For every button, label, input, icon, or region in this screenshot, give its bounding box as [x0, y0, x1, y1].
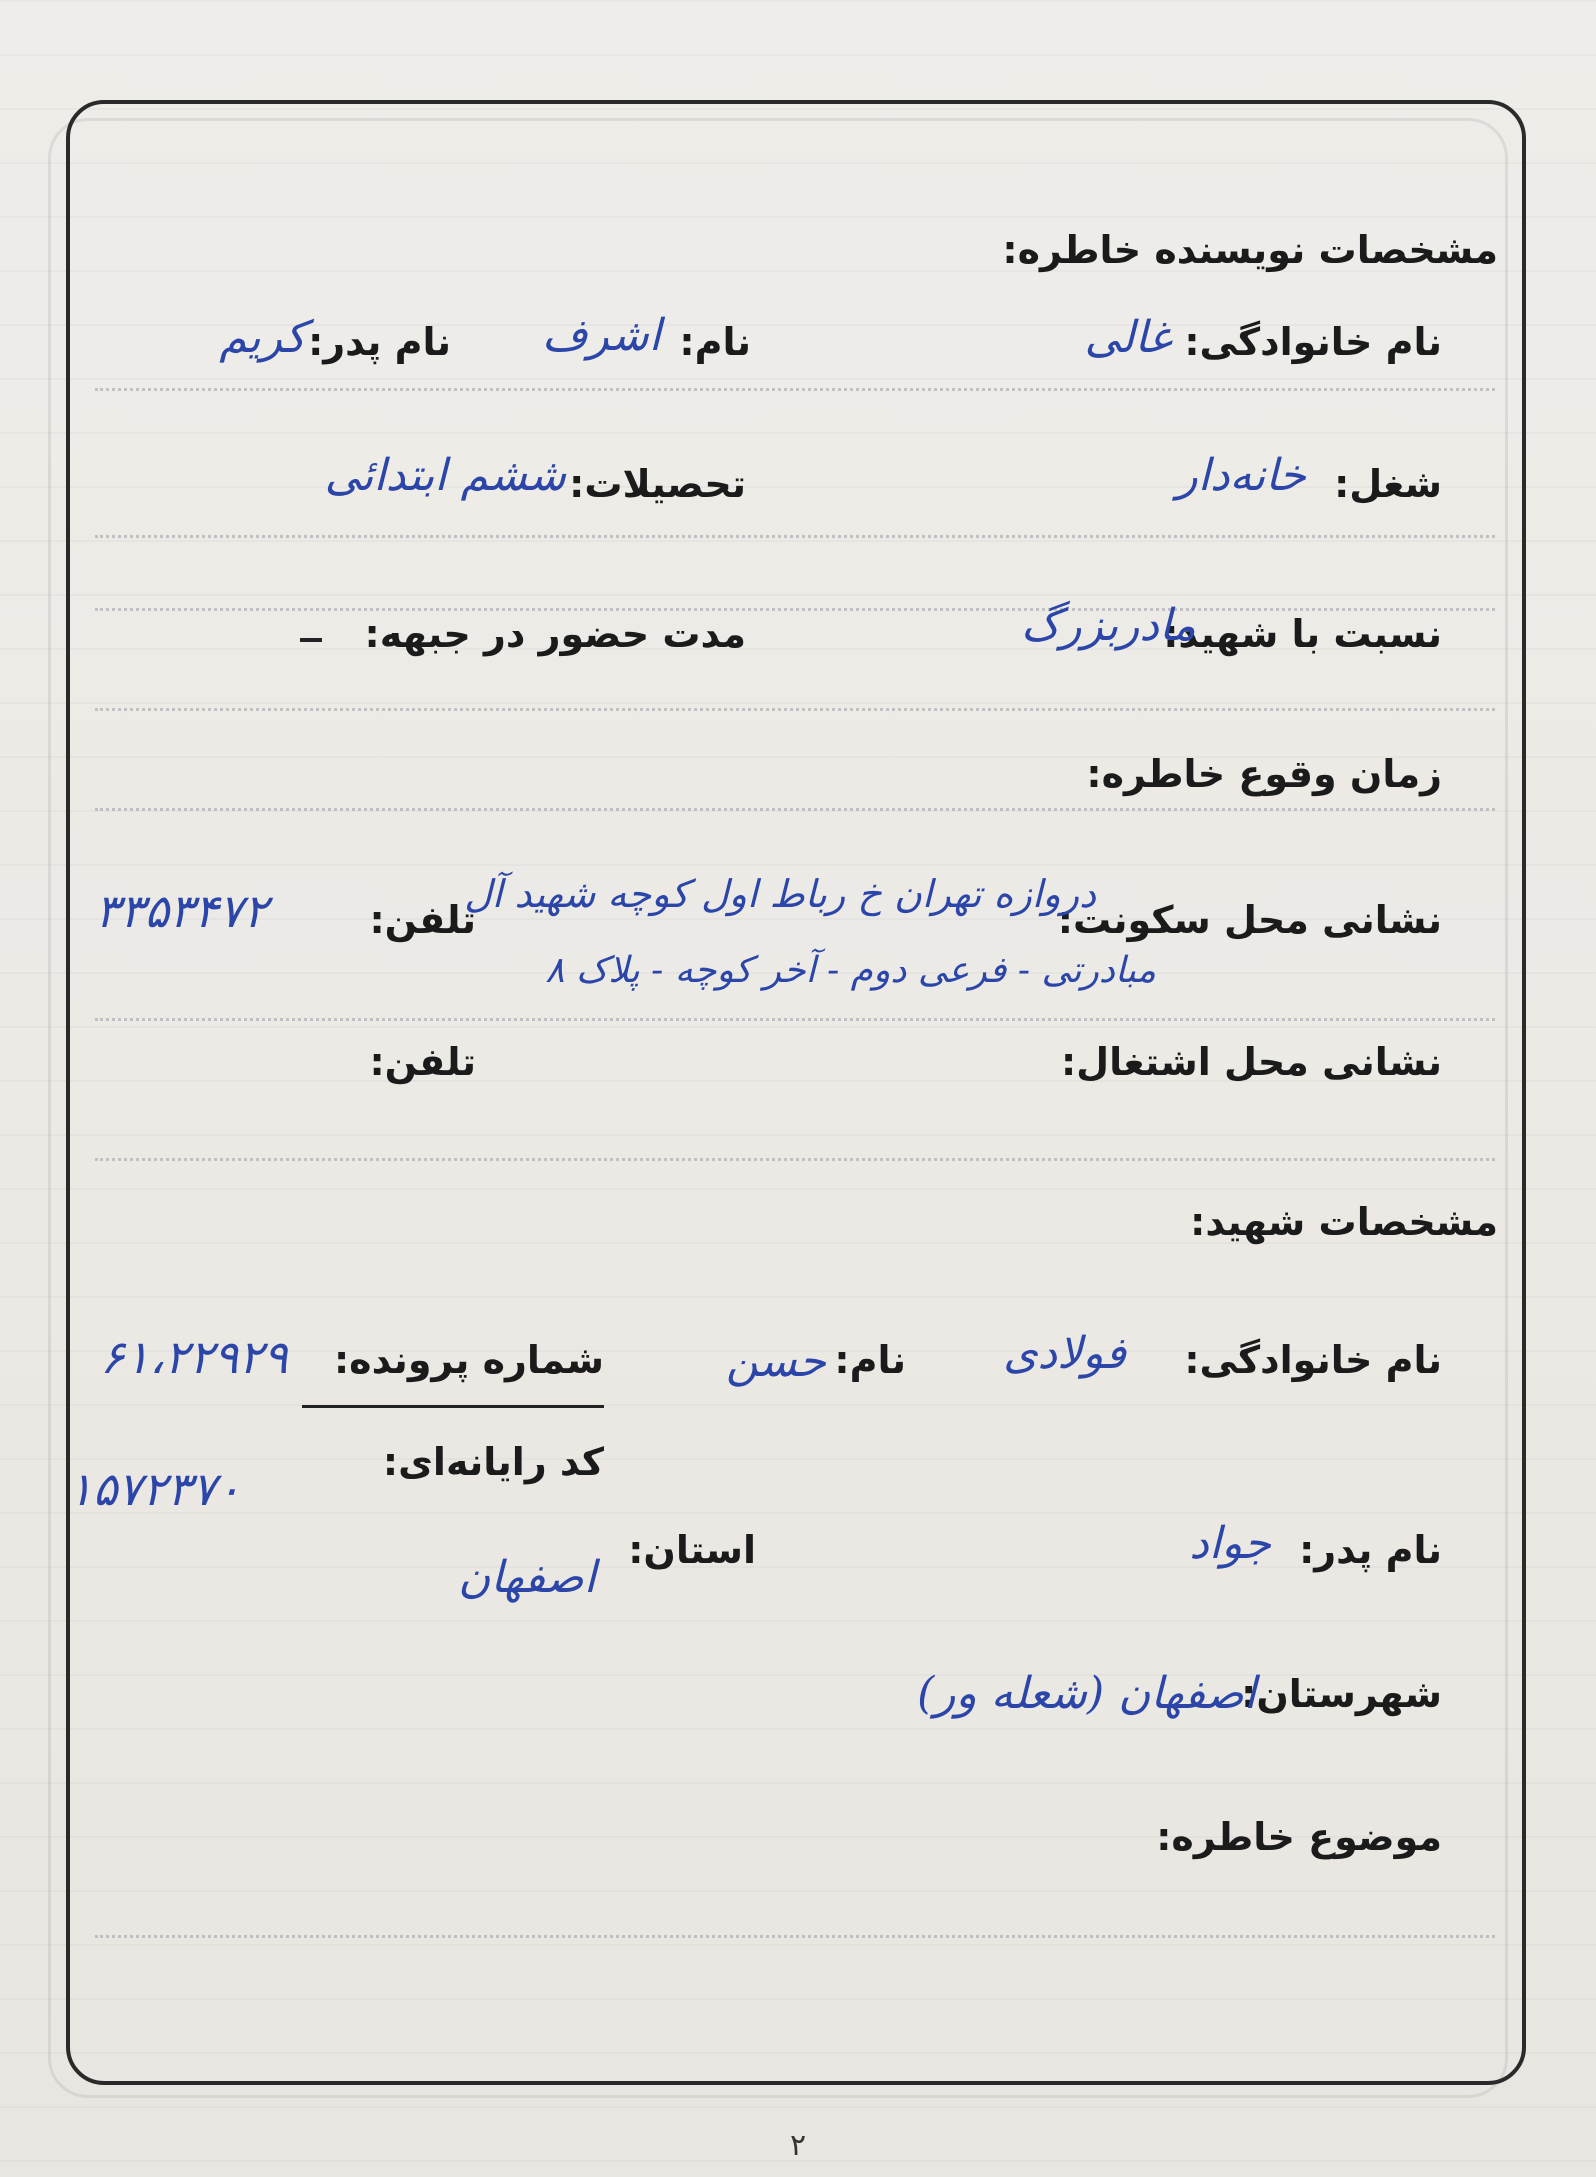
martyr-heading: مشخصات شهید: [1190, 1200, 1498, 1244]
file-number-underline [302, 1405, 604, 1408]
dotted-line [95, 608, 1495, 611]
front-duration-value [300, 638, 322, 642]
dotted-line [95, 708, 1495, 711]
file-number-label: شماره پرونده: [333, 1338, 604, 1382]
writer-first-name-label: نام: [679, 320, 751, 364]
martyr-first-name-value: حسن [726, 1336, 826, 1387]
martyr-father-name-label: نام پدر: [1299, 1528, 1442, 1572]
writer-relation-value: مادربزرگ [1021, 600, 1196, 651]
home-address-line1: دروازه تهران خ رباط اول کوچه شهید آل‌ [464, 872, 1096, 916]
home-phone-label: تلفن: [369, 898, 476, 942]
writer-job-label: شغل: [1334, 462, 1442, 506]
computer-code-value: ۱۵۷۲۳۷۰ [68, 1462, 241, 1516]
dotted-line [95, 535, 1495, 538]
home-phone-value: ۳۳۵۳۴۷۲ [95, 884, 268, 938]
martyr-family-name-label: نام خانوادگی: [1184, 1338, 1442, 1382]
writer-heading: مشخصات نویسنده خاطره: [1002, 228, 1498, 272]
dotted-line [95, 808, 1495, 811]
martyr-father-name-value: جواد [1189, 1518, 1271, 1569]
province-label: استان: [628, 1528, 756, 1572]
writer-father-name-label: نام پدر: [308, 320, 451, 364]
front-duration-label: مدت حضور در جبهه: [364, 612, 746, 656]
writer-father-name-value: کریم [219, 312, 306, 363]
martyr-family-name-value: فولادی [1003, 1328, 1126, 1379]
file-number-value: ۶۱،۲۲۹۲۹ [100, 1330, 288, 1384]
dotted-line [95, 388, 1495, 391]
martyr-first-name-label: نام: [834, 1338, 906, 1382]
writer-family-name-label: نام خانوادگی: [1184, 320, 1442, 364]
writer-first-name-value: اشرف [542, 310, 661, 361]
computer-code-label: کد رایانه‌ای: [382, 1440, 604, 1484]
province-value: اصفهان [458, 1552, 596, 1603]
dotted-line [95, 1935, 1495, 1938]
writer-relation-label: نسبت با شهید: [1163, 612, 1442, 656]
dotted-line [95, 1018, 1495, 1021]
page-number: ۲ [789, 2128, 807, 2163]
dotted-line [95, 1158, 1495, 1161]
writer-job-value: خانه‌دار [1176, 450, 1306, 501]
work-address-label: نشانی محل اشتغال: [1060, 1040, 1442, 1084]
city-label: شهرستان: [1241, 1672, 1442, 1716]
memory-time-label: زمان وقوع خاطره: [1086, 752, 1442, 796]
home-address-line2: مبادرتی - فرعی دوم - آخر کوچه - پلاک ۸ [545, 950, 1156, 991]
writer-education-label: تحصیلات: [569, 462, 746, 506]
memory-topic-label: موضوع خاطره: [1156, 1815, 1442, 1859]
home-address-label: نشانی محل سکونت: [1057, 898, 1442, 942]
writer-family-name-value: غالی [1084, 312, 1171, 363]
work-phone-label: تلفن: [369, 1040, 476, 1084]
city-value: اصفهان (شعله ور) [917, 1668, 1256, 1719]
writer-education-value: ششم ابتدائی [324, 450, 566, 501]
form-border [66, 100, 1526, 2085]
